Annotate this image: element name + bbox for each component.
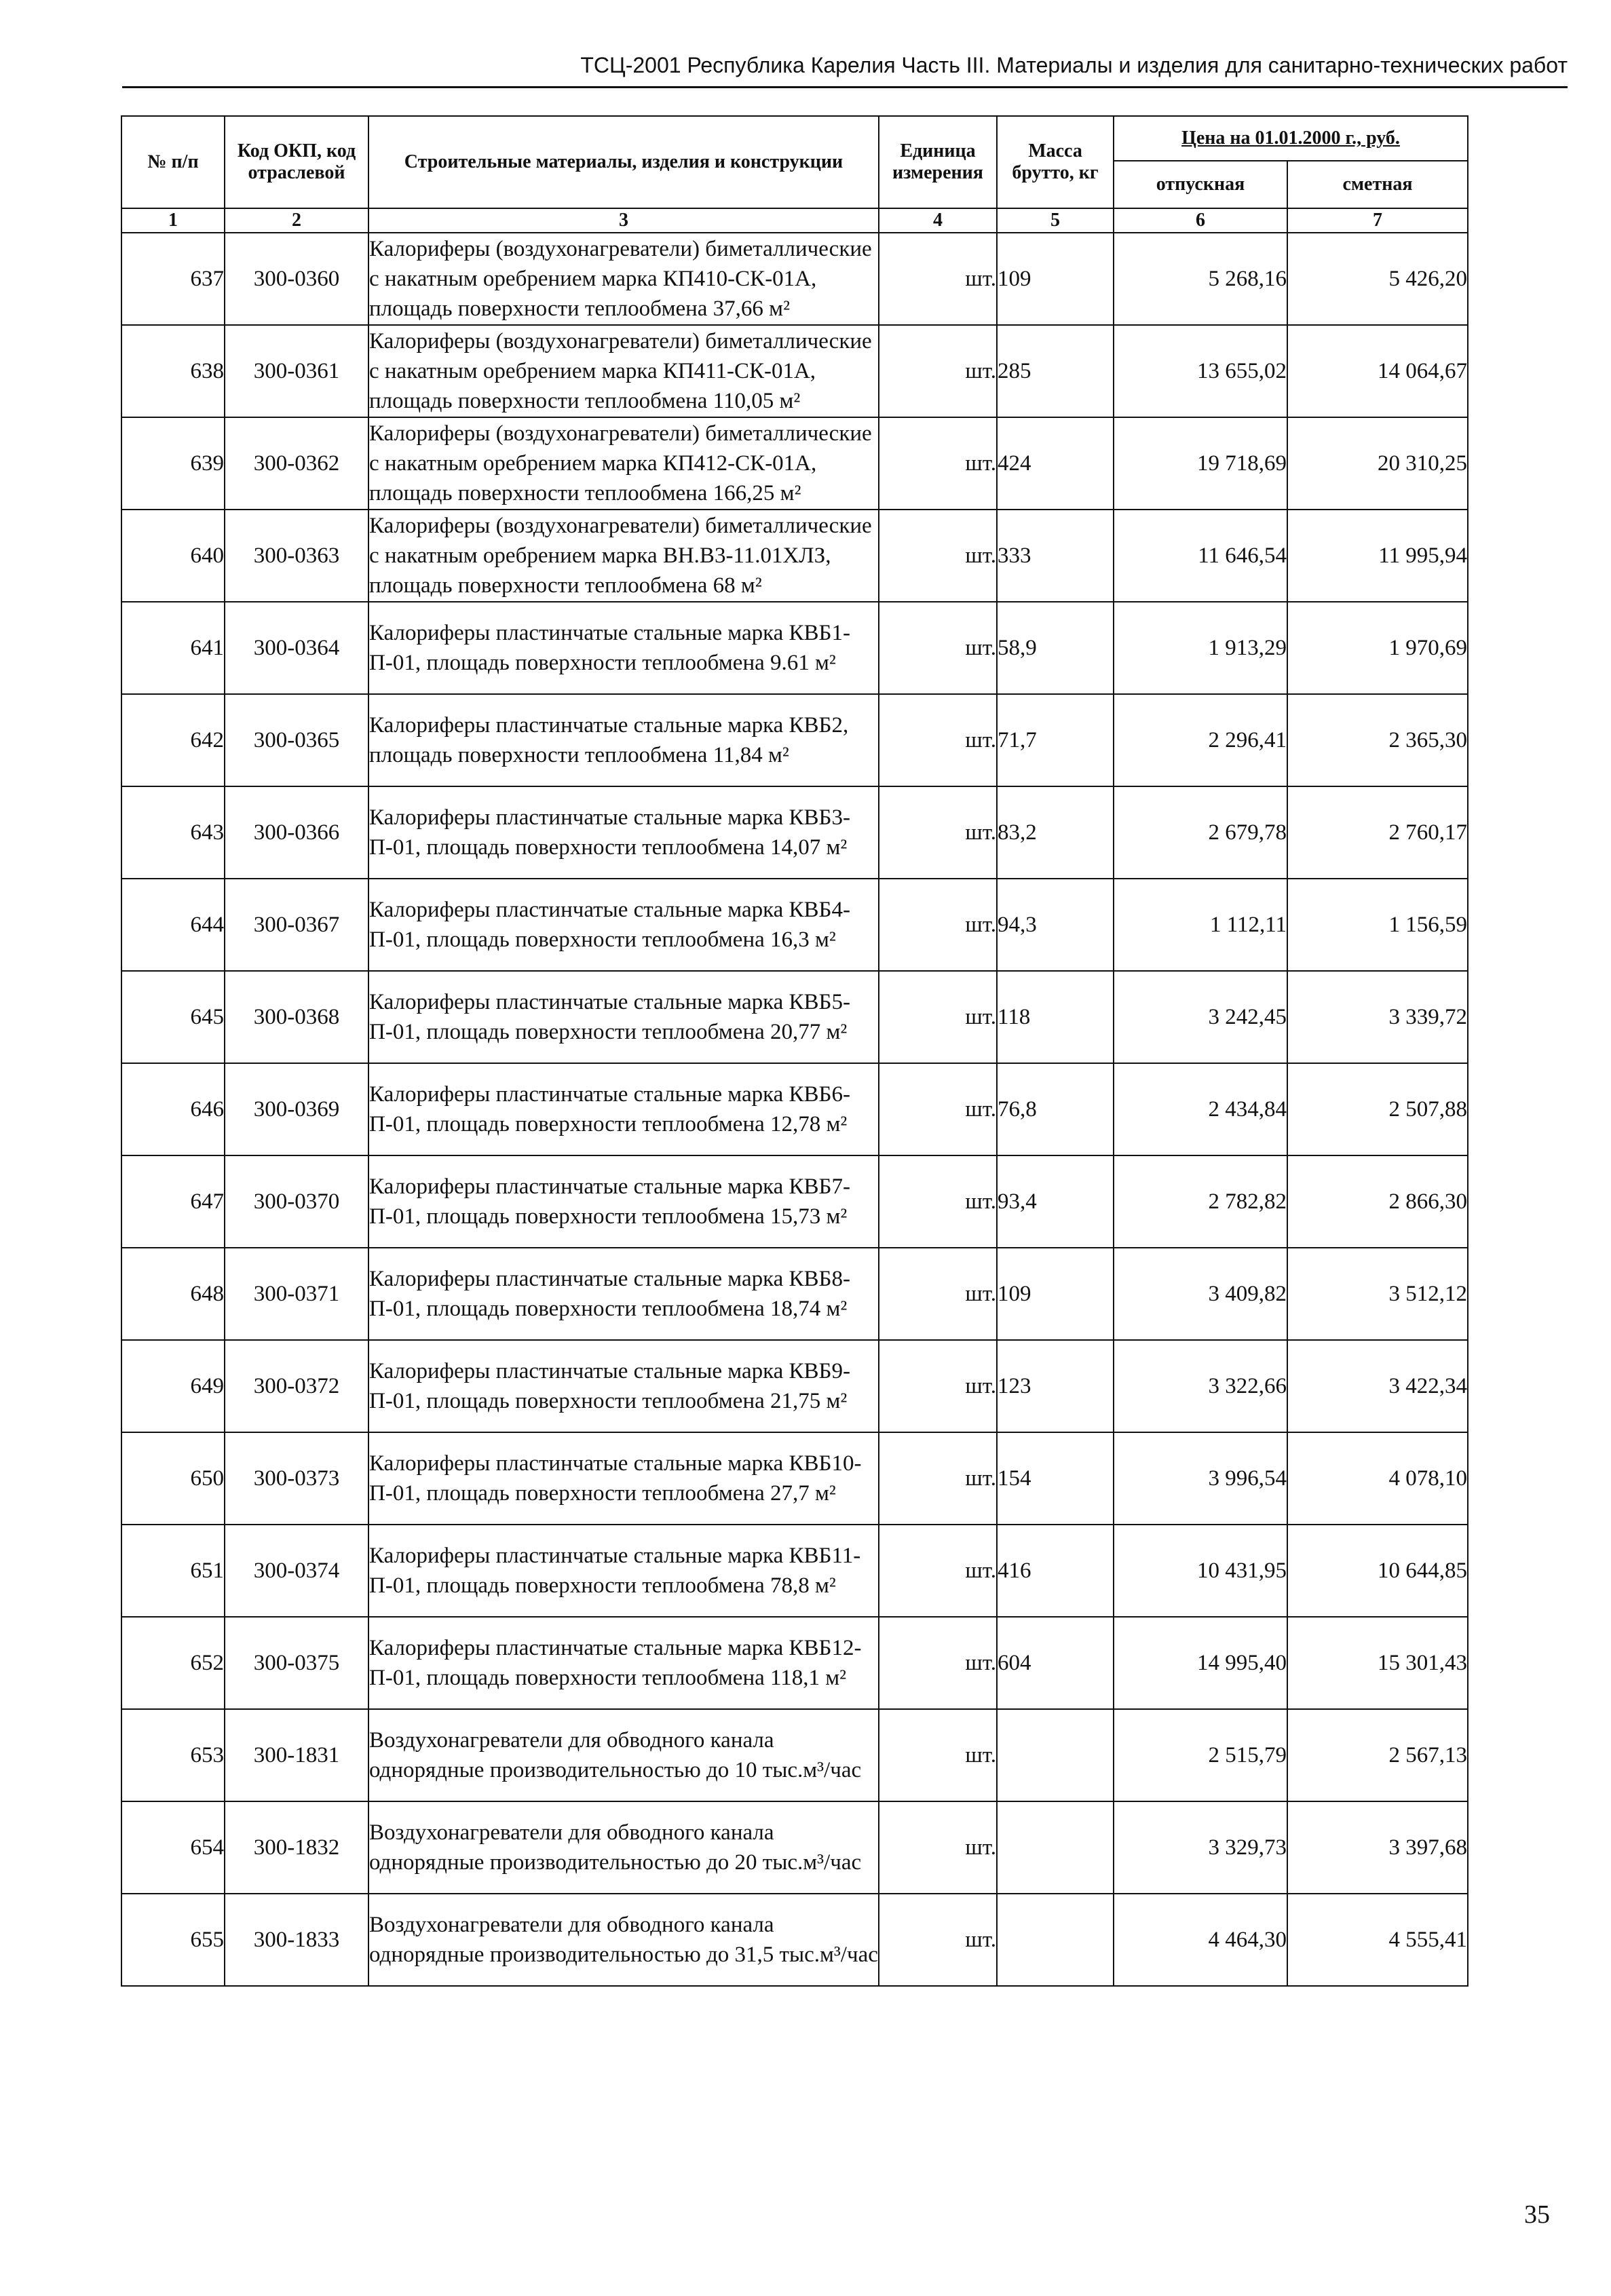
material-description: Калориферы (воздухонагреватели) биметаллические с накатным оребрением марка КП412-СК-01А, площадь поверхности теплообмена 166,25 м²: [368, 417, 879, 510]
col-header-price-group: Цена на 01.01.2000 г., руб.: [1114, 116, 1468, 161]
release-price: 3 322,66: [1114, 1340, 1287, 1432]
unit-of-measure: шт.: [879, 971, 997, 1063]
row-number: 645: [121, 971, 225, 1063]
column-number: 4: [879, 208, 997, 233]
column-number: 6: [1114, 208, 1287, 233]
row-number: 653: [121, 1709, 225, 1801]
estimate-price: 11 995,94: [1287, 510, 1468, 602]
row-number: 637: [121, 233, 225, 325]
table-row: [121, 325, 1468, 417]
estimate-price: 2 866,30: [1287, 1155, 1468, 1248]
release-price: 2 782,82: [1114, 1155, 1287, 1248]
estimate-price: 1 156,59: [1287, 879, 1468, 971]
unit-of-measure: шт.: [879, 325, 997, 417]
unit-of-measure: шт.: [879, 1617, 997, 1709]
gross-mass: [997, 1709, 1114, 1801]
gross-mass: 154: [997, 1432, 1114, 1525]
material-description: Калориферы пластинчатые стальные марка КВБ2, площадь поверхности теплообмена 11,84 м²: [368, 694, 879, 786]
table-row: [121, 879, 1468, 971]
material-description: Калориферы (воздухонагреватели) биметаллические с накатным оребрением марка ВН.В3-11.01ХЛЗ, площадь поверхности теплообмена 68 м²: [368, 510, 879, 602]
row-number: 642: [121, 694, 225, 786]
gross-mass: [997, 1894, 1114, 1986]
unit-of-measure: шт.: [879, 417, 997, 510]
gross-mass: 71,7: [997, 694, 1114, 786]
unit-of-measure: шт.: [879, 1432, 997, 1525]
unit-of-measure: шт.: [879, 1801, 997, 1894]
table-row: [121, 1801, 1468, 1894]
gross-mass: 123: [997, 1340, 1114, 1432]
header-rule: [122, 86, 1568, 88]
estimate-price: 1 970,69: [1287, 602, 1468, 694]
row-number: 655: [121, 1894, 225, 1986]
row-number: 650: [121, 1432, 225, 1525]
okp-code: 300-0361: [225, 325, 368, 417]
row-number: 646: [121, 1063, 225, 1155]
gross-mass: 424: [997, 417, 1114, 510]
unit-of-measure: шт.: [879, 694, 997, 786]
okp-code: 300-0367: [225, 879, 368, 971]
material-description: Калориферы пластинчатые стальные марка КВБ3-П-01, площадь поверхности теплообмена 14,07 м²: [368, 786, 879, 879]
estimate-price: 4 555,41: [1287, 1894, 1468, 1986]
okp-code: 300-0364: [225, 602, 368, 694]
material-description: Калориферы (воздухонагреватели) биметаллические с накатным оребрением марка КП410-СК-01А, площадь поверхности теплообмена 37,66 м²: [368, 233, 879, 325]
release-price: 2 515,79: [1114, 1709, 1287, 1801]
gross-mass: 118: [997, 971, 1114, 1063]
row-number: 647: [121, 1155, 225, 1248]
okp-code: 300-1832: [225, 1801, 368, 1894]
estimate-price: 5 426,20: [1287, 233, 1468, 325]
okp-code: 300-0365: [225, 694, 368, 786]
okp-code: 300-0368: [225, 971, 368, 1063]
row-number: 652: [121, 1617, 225, 1709]
table-row: [121, 1340, 1468, 1432]
estimate-price: 3 339,72: [1287, 971, 1468, 1063]
unit-of-measure: шт.: [879, 1709, 997, 1801]
column-number: 3: [368, 208, 879, 233]
table-row: [121, 1432, 1468, 1525]
material-description: Калориферы пластинчатые стальные марка КВБ9-П-01, площадь поверхности теплообмена 21,75 м²: [368, 1340, 879, 1432]
unit-of-measure: шт.: [879, 233, 997, 325]
table-row: [121, 1709, 1468, 1801]
material-description: Калориферы пластинчатые стальные марка КВБ10-П-01, площадь поверхности теплообмена 27,7 м²: [368, 1432, 879, 1525]
unit-of-measure: шт.: [879, 510, 997, 602]
estimate-price: 4 078,10: [1287, 1432, 1468, 1525]
okp-code: 300-0363: [225, 510, 368, 602]
estimate-price: 3 512,12: [1287, 1248, 1468, 1340]
gross-mass: 416: [997, 1525, 1114, 1617]
material-description: Калориферы пластинчатые стальные марка КВБ4-П-01, площадь поверхности теплообмена 16,3 м²: [368, 879, 879, 971]
row-number: 654: [121, 1801, 225, 1894]
okp-code: 300-0360: [225, 233, 368, 325]
estimate-price: 2 567,13: [1287, 1709, 1468, 1801]
estimate-price: 15 301,43: [1287, 1617, 1468, 1709]
release-price: 2 434,84: [1114, 1063, 1287, 1155]
gross-mass: 58,9: [997, 602, 1114, 694]
gross-mass: 604: [997, 1617, 1114, 1709]
column-number: 1: [121, 208, 225, 233]
column-number: 7: [1287, 208, 1468, 233]
material-description: Воздухонагреватели для обводного канала однорядные производительностью до 31,5 тыс.м³/час: [368, 1894, 879, 1986]
okp-code: 300-0374: [225, 1525, 368, 1617]
estimate-price: 2 507,88: [1287, 1063, 1468, 1155]
col-header-price-estimate: сметная: [1287, 161, 1468, 208]
table-row: [121, 1155, 1468, 1248]
release-price: 11 646,54: [1114, 510, 1287, 602]
estimate-price: 14 064,67: [1287, 325, 1468, 417]
gross-mass: 94,3: [997, 879, 1114, 971]
row-number: 649: [121, 1340, 225, 1432]
material-description: Калориферы пластинчатые стальные марка КВБ8-П-01, площадь поверхности теплообмена 18,74 м²: [368, 1248, 879, 1340]
material-description: Калориферы пластинчатые стальные марка КВБ7-П-01, площадь поверхности теплообмена 15,73 м²: [368, 1155, 879, 1248]
release-price: 19 718,69: [1114, 417, 1287, 510]
table-row: [121, 417, 1468, 510]
table-row: [121, 1894, 1468, 1986]
table-row: [121, 1248, 1468, 1340]
release-price: 2 679,78: [1114, 786, 1287, 879]
estimate-price: 10 644,85: [1287, 1525, 1468, 1617]
table-row: [121, 510, 1468, 602]
okp-code: 300-0369: [225, 1063, 368, 1155]
okp-code: 300-1833: [225, 1894, 368, 1986]
table-row: [121, 1063, 1468, 1155]
col-header-code: Код ОКП, код отраслевой: [225, 116, 368, 208]
row-number: 639: [121, 417, 225, 510]
estimate-price: 3 422,34: [1287, 1340, 1468, 1432]
release-price: 14 995,40: [1114, 1617, 1287, 1709]
release-price: 3 996,54: [1114, 1432, 1287, 1525]
release-price: 1 913,29: [1114, 602, 1287, 694]
unit-of-measure: шт.: [879, 1525, 997, 1617]
table-row: [121, 786, 1468, 879]
row-number: 640: [121, 510, 225, 602]
col-header-num: № п/п: [121, 116, 225, 208]
col-header-price-release: отпускная: [1114, 161, 1287, 208]
unit-of-measure: шт.: [879, 602, 997, 694]
gross-mass: 285: [997, 325, 1114, 417]
gross-mass: 76,8: [997, 1063, 1114, 1155]
row-number: 638: [121, 325, 225, 417]
material-description: Калориферы (воздухонагреватели) биметаллические с накатным оребрением марка КП411-СК-01А, площадь поверхности теплообмена 110,05 м²: [368, 325, 879, 417]
material-description: Калориферы пластинчатые стальные марка КВБ1-П-01, площадь поверхности теплообмена 9.61 м²: [368, 602, 879, 694]
gross-mass: 93,4: [997, 1155, 1114, 1248]
gross-mass: 333: [997, 510, 1114, 602]
table-row: [121, 1617, 1468, 1709]
column-number: 5: [997, 208, 1114, 233]
okp-code: 300-0362: [225, 417, 368, 510]
release-price: 1 112,11: [1114, 879, 1287, 971]
estimate-price: 2 760,17: [1287, 786, 1468, 879]
okp-code: 300-0375: [225, 1617, 368, 1709]
row-number: 651: [121, 1525, 225, 1617]
estimate-price: 20 310,25: [1287, 417, 1468, 510]
material-description: Воздухонагреватели для обводного канала однорядные производительностью до 20 тыс.м³/час: [368, 1801, 879, 1894]
unit-of-measure: шт.: [879, 1248, 997, 1340]
unit-of-measure: шт.: [879, 1155, 997, 1248]
table-body: [121, 233, 1468, 1986]
unit-of-measure: шт.: [879, 1894, 997, 1986]
gross-mass: 109: [997, 233, 1114, 325]
release-price: 5 268,16: [1114, 233, 1287, 325]
table-row: [121, 602, 1468, 694]
row-number: 643: [121, 786, 225, 879]
release-price: 3 242,45: [1114, 971, 1287, 1063]
estimate-price: 2 365,30: [1287, 694, 1468, 786]
release-price: 3 329,73: [1114, 1801, 1287, 1894]
page-number: 35: [1524, 2200, 1550, 2229]
gross-mass: 83,2: [997, 786, 1114, 879]
row-number: 641: [121, 602, 225, 694]
release-price: 4 464,30: [1114, 1894, 1287, 1986]
release-price: 3 409,82: [1114, 1248, 1287, 1340]
release-price: 13 655,02: [1114, 325, 1287, 417]
running-header: ТСЦ-2001 Республика Карелия Часть III. Материалы и изделия для санитарно-технических работ: [580, 53, 1568, 77]
okp-code: 300-0372: [225, 1340, 368, 1432]
col-header-name: Строительные материалы, изделия и конструкции: [368, 116, 879, 208]
gross-mass: 109: [997, 1248, 1114, 1340]
unit-of-measure: шт.: [879, 1340, 997, 1432]
column-number-row: [121, 208, 1468, 233]
col-header-unit: Единица измерения: [879, 116, 997, 208]
material-description: Калориферы пластинчатые стальные марка КВБ5-П-01, площадь поверхности теплообмена 20,77 м²: [368, 971, 879, 1063]
table-row: [121, 233, 1468, 325]
col-header-mass: Масса брутто, кг: [997, 116, 1114, 208]
unit-of-measure: шт.: [879, 1063, 997, 1155]
material-description: Калориферы пластинчатые стальные марка КВБ11-П-01, площадь поверхности теплообмена 78,8 м²: [368, 1525, 879, 1617]
okp-code: 300-0366: [225, 786, 368, 879]
okp-code: 300-0371: [225, 1248, 368, 1340]
header-row-1: [121, 116, 1468, 161]
estimate-price: 3 397,68: [1287, 1801, 1468, 1894]
column-number: 2: [225, 208, 368, 233]
table-row: [121, 694, 1468, 786]
release-price: 2 296,41: [1114, 694, 1287, 786]
row-number: 648: [121, 1248, 225, 1340]
material-description: Калориферы пластинчатые стальные марка КВБ12-П-01, площадь поверхности теплообмена 118,1 м²: [368, 1617, 879, 1709]
material-description: Калориферы пластинчатые стальные марка КВБ6-П-01, площадь поверхности теплообмена 12,78 м²: [368, 1063, 879, 1155]
row-number: 644: [121, 879, 225, 971]
okp-code: 300-0370: [225, 1155, 368, 1248]
okp-code: 300-0373: [225, 1432, 368, 1525]
release-price: 10 431,95: [1114, 1525, 1287, 1617]
unit-of-measure: шт.: [879, 879, 997, 971]
table-row: [121, 1525, 1468, 1617]
material-description: Воздухонагреватели для обводного канала однорядные производительностью до 10 тыс.м³/час: [368, 1709, 879, 1801]
okp-code: 300-1831: [225, 1709, 368, 1801]
unit-of-measure: шт.: [879, 786, 997, 879]
gross-mass: [997, 1801, 1114, 1894]
table-row: [121, 971, 1468, 1063]
price-table: [121, 115, 1468, 1987]
